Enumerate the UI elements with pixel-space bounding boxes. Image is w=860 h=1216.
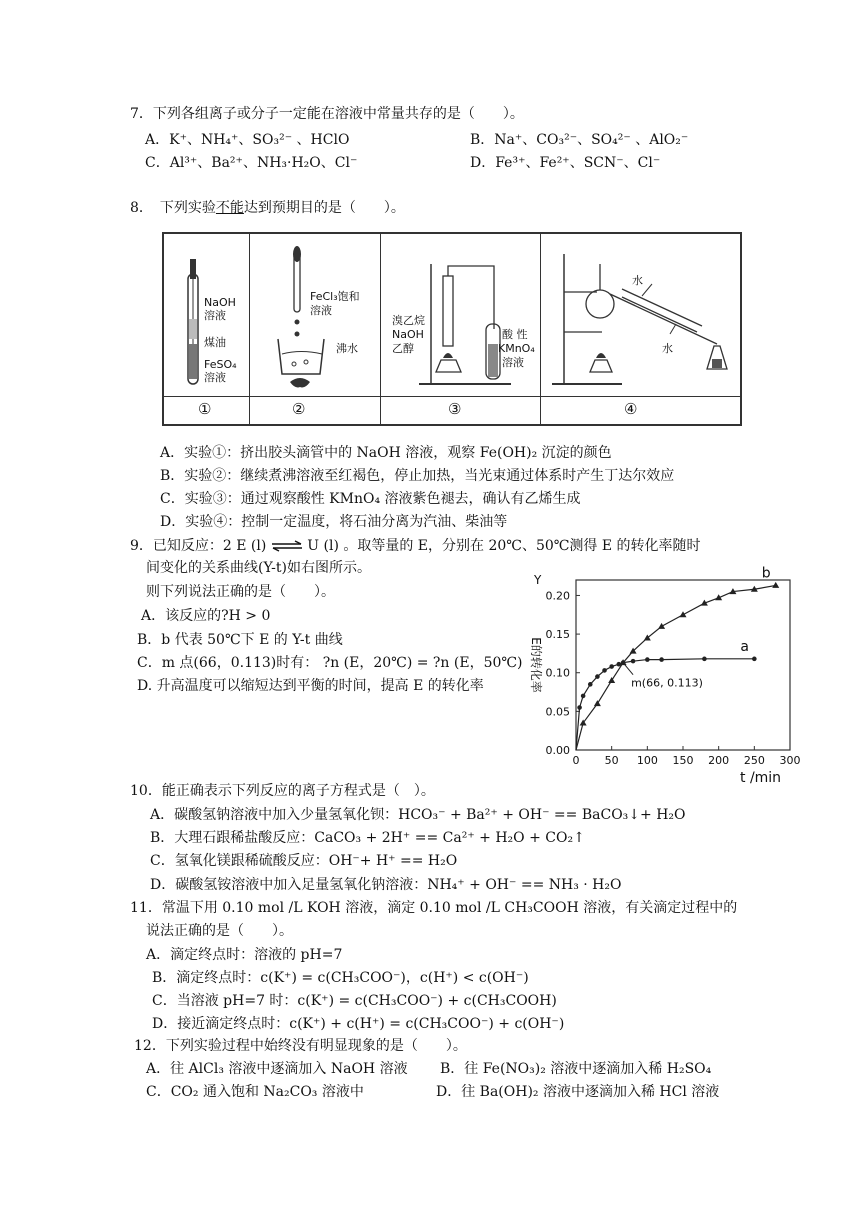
series-a-point: [595, 674, 600, 679]
label-water-in: 水: [632, 274, 643, 287]
series-a-point: [602, 668, 607, 673]
series-a-line: [576, 659, 754, 750]
q9-stem-line2: 间变化的关系曲线(Y-t)如右图所示。: [146, 560, 371, 576]
q8-option-b: B．实验②：继续煮沸溶液至红褐色，停止加热，当光束通过体系时产生丁达尔效应: [160, 468, 675, 484]
x-tick-label: 0: [572, 754, 580, 767]
q10-option-b: B．大理石跟稀盐酸反应：CaCO₃ + 2H⁺ == Ca²⁺ + H₂O + CO₂↑: [150, 830, 585, 846]
y-tick-label: 0.05: [545, 705, 570, 719]
annotation-leader: [623, 663, 633, 675]
q12-option-c: C．CO₂ 通入饱和 Na₂CO₃ 溶液中: [146, 1084, 364, 1100]
q7-option-b: B．Na⁺、CO₃²⁻、SO₄²⁻ 、AlO₂⁻: [470, 132, 689, 148]
q8-option-c: C．实验③：通过观察酸性 KMnO₄ 溶液紫色褪去，确认有乙烯生成: [160, 491, 581, 507]
series-b-label: b: [761, 565, 771, 582]
label-kmno4: KMnO₄: [498, 342, 535, 355]
label-feso4: FeSO₄: [204, 358, 237, 371]
label-bromoethane: 溴乙烷: [392, 314, 425, 327]
experiment-figure: [162, 232, 742, 426]
series-b-point: [658, 623, 665, 629]
y-tick-label: 0.15: [545, 628, 570, 642]
q10-option-d: D．碳酸氢铵溶液中加入足量氢氧化钠溶液：NH₄⁺ + OH⁻ == NH₃ · H₂O: [150, 877, 622, 893]
annotation-m-label: m(66, 0.113): [631, 676, 703, 690]
x-tick-label: 200: [708, 754, 730, 767]
conversion-rate-chart: [520, 565, 810, 786]
series-a-point: [577, 705, 582, 710]
q10-option-a: A．碳酸氢钠溶液中加入少量氢氧化钡：HCO₃⁻ + Ba²⁺ + OH⁻ == BaCO₃↓+ H₂O: [150, 807, 686, 823]
label-kerosene: 煤油: [204, 336, 226, 349]
series-a-point: [752, 657, 757, 662]
exp-label-2: ②: [292, 400, 306, 418]
label-fecl3: FeCl₃饱和: [310, 290, 360, 303]
q8-stem: 8． 下列实验不能达到预期目的是（ ）。: [130, 200, 405, 216]
q10-option-c: C．氢氧化镁跟稀硫酸反应：OH⁻+ H⁺ == H₂O: [150, 853, 458, 869]
series-a-point: [581, 694, 586, 699]
label-acidic: 酸 性: [502, 328, 528, 341]
q11-option-a: A．滴定终点时：溶液的 pH=7: [146, 947, 343, 963]
y-axis-letter: Y: [534, 573, 542, 587]
exp-label-1: ①: [198, 400, 212, 418]
x-tick-label: 100: [636, 754, 658, 767]
q9-option-b: B．b 代表 50℃下 E 的 Y-t 曲线: [137, 632, 343, 648]
series-b-point: [680, 611, 687, 617]
series-a-point: [702, 657, 707, 662]
q8-option-a: A．实验①：挤出胶头滴管中的 NaOH 溶液，观察 Fe(OH)₂ 沉淀的颜色: [160, 445, 612, 461]
q9-option-a: A．该反应的?H > 0: [141, 608, 271, 624]
series-b-point: [772, 582, 779, 588]
q9-stem-line1: 9．已知反应：2 E (l) U (l) 。取等量的 E，分别在 20℃、50℃测得 E 的转化率随时: [130, 538, 701, 554]
label-naoh-solution: 溶液: [204, 309, 226, 322]
q7-option-c: C．Al³⁺、Ba²⁺、NH₃·H₂O、Cl⁻: [145, 155, 358, 171]
x-tick-label: 50: [604, 754, 619, 767]
series-a-point: [588, 682, 593, 687]
label-fecl3-solution: 溶液: [310, 304, 332, 317]
x-tick-label: 300: [779, 754, 801, 767]
x-tick-label: 150: [672, 754, 694, 767]
label-water-out: 水: [662, 342, 673, 355]
y-axis-label: E的转化率: [529, 637, 543, 693]
q7-option-d: D．Fe³⁺、Fe²⁺、SCN⁻、Cl⁻: [470, 155, 661, 171]
series-b-point: [594, 700, 601, 706]
y-tick-label: 0.00: [545, 744, 570, 757]
y-tick-label: 0.10: [545, 666, 570, 680]
series-b-line: [576, 585, 776, 750]
q11-option-d: D．接近滴定终点时：c(K⁺) + c(H⁺) = c(CH₃COO⁻) + c(OH⁻): [152, 1016, 565, 1032]
q8-option-d: D．实验④：控制一定温度，将石油分离为汽油、柴油等: [160, 514, 508, 530]
q11-option-c: C．当溶液 pH=7 时：c(K⁺) = c(CH₃COO⁻) + c(CH₃COOH): [152, 993, 557, 1009]
q10-stem: 10．能正确表示下列反应的离子方程式是（ ）。: [130, 783, 435, 799]
q9-stem-line3: 则下列说法正确的是（ ）。: [146, 584, 335, 600]
q12-stem: 12．下列实验过程中始终没有明显现象的是（ ）。: [134, 1038, 467, 1054]
q9-option-d: D. 升高温度可以缩短达到平衡的时间，提高 E 的转化率: [137, 678, 484, 694]
q11-stem-line1: 11．常温下用 0.10 mol /L KOH 溶液，滴定 0.10 mol /L CH₃COOH 溶液，有关滴定过程中的: [130, 900, 738, 916]
series-a-label: a: [740, 638, 749, 655]
q7-stem: 7．下列各组离子或分子一定能在溶液中常量共存的是（ ）。: [130, 106, 524, 122]
q12-option-d: D．往 Ba(OH)₂ 溶液中逐滴加入稀 HCl 溶液: [436, 1084, 720, 1100]
q7-option-a: A．K⁺、NH₄⁺、SO₃²⁻ 、HClO: [145, 132, 350, 148]
q11-option-b: B．滴定终点时：c(K⁺) = c(CH₃COO⁻)，c(H⁺) < c(OH⁻): [152, 970, 529, 986]
label-naoh-exp3: NaOH: [392, 328, 424, 341]
series-a-point: [659, 657, 664, 662]
q9-option-c: C．m 点(66，0.113)时有： ?n (E，20℃) = ?n (E，50℃): [137, 655, 523, 671]
label-kmno4-solution: 溶液: [502, 356, 524, 369]
exp-label-3: ③: [448, 400, 462, 418]
equilibrium-arrow-icon: [271, 541, 303, 551]
series-a-point: [645, 657, 650, 662]
q12-option-a: A．往 AlCl₃ 溶液中逐滴加入 NaOH 溶液: [146, 1061, 408, 1077]
x-tick-label: 250: [743, 754, 765, 767]
fractional-distillation-apparatus: [542, 234, 742, 394]
label-naoh: NaOH: [204, 296, 236, 309]
q11-stem-line2: 说法正确的是（ ）。: [146, 923, 293, 939]
plot-frame: [576, 580, 790, 750]
exp-label-4: ④: [624, 400, 638, 418]
label-ethanol: 乙醇: [392, 342, 414, 355]
q12-option-b: B．往 Fe(NO₃)₂ 溶液中逐滴加入稀 H₂SO₄: [440, 1061, 712, 1077]
label-feso4-solution: 溶液: [204, 371, 226, 384]
series-a-point: [609, 664, 614, 669]
series-a-point: [631, 659, 636, 664]
x-axis-label: t /min: [740, 770, 782, 786]
label-boiling-water: 沸水: [336, 342, 358, 355]
series-b-point: [608, 677, 615, 683]
y-tick-label: 0.20: [545, 589, 570, 603]
